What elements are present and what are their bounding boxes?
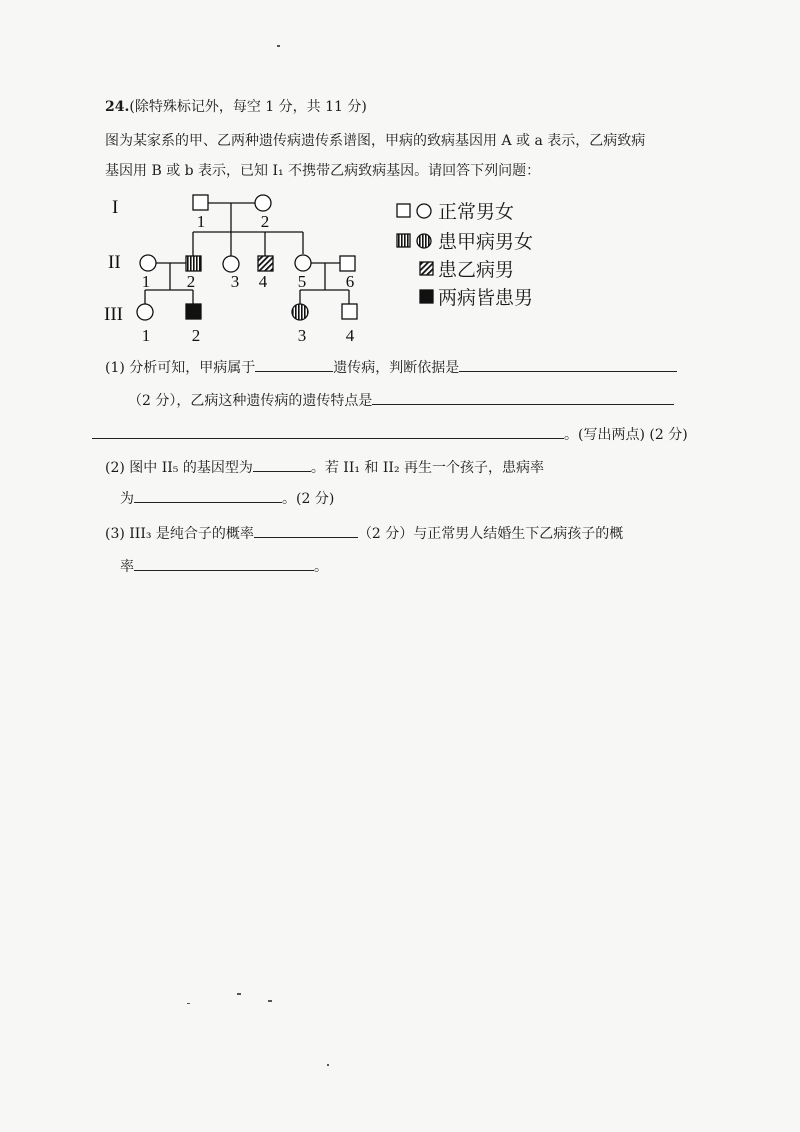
q3-text: (3) III₃ 是纯合子的概率 [105,526,254,542]
q2-blank-2[interactable] [134,488,282,503]
q3-text: （2 分）与正常男人结婚生下乙病孩子的概 [357,526,624,542]
normal-male-female-symbol-icon [395,202,435,220]
individual-number: 1 [141,272,151,291]
question-1-line-3 [92,424,688,445]
q3-text: 率 [120,559,134,575]
q1-text: 遗传病，判断依据是 [333,360,460,376]
legend-label: 两病皆患男 [438,287,534,309]
individual-number: 1 [141,326,151,345]
q2-text: (2) 图中 II₅ 的基因型为 [105,460,253,476]
disease-a-symbol-icon [395,232,435,250]
question-1-line-2 [128,390,674,411]
q2-text: 。若 II₁ 和 II₂ 再生一个孩子，患病率 [310,460,545,476]
scan-speck [268,1000,272,1002]
pedigree-chart [100,180,380,350]
intro-line-1: 图为某家系的甲、乙两种遗传病遗传系谱图，甲病的致病基因用 A 或 a 表示，乙病致病 [105,133,646,149]
q2-text: 。(2 分) [282,491,335,507]
question-number: 24. [105,99,130,115]
question-1-line-1 [105,357,677,378]
question-2-line-2 [120,488,334,509]
II5-normal-female [295,255,311,271]
scan-speck [327,1064,329,1066]
individual-number: 4 [345,326,355,345]
III4-normal-male [342,304,357,319]
I1-normal-male [193,195,208,210]
q2-blank-1[interactable] [253,457,311,472]
q1-text: 。(写出两点) (2 分) [564,427,688,443]
question-3-line-2 [120,556,328,577]
generation-label: I [112,197,119,218]
question-header [105,97,367,117]
q3-blank-2[interactable] [134,556,314,571]
legend-disease-b [418,255,514,282]
III3-female-disease-a [292,304,308,320]
legend-both [418,283,533,310]
q1-text: （2 分），乙病这种遗传病的遗传特点是 [128,393,373,409]
q1-blank-1[interactable] [255,357,333,372]
q1-text: (1) 分析可知，甲病属于 [105,360,256,376]
II2-male-disease-a [186,256,201,271]
q3-blank-1[interactable] [254,523,358,538]
legend-label: 患乙病男 [438,259,515,281]
generation-label: III [104,304,123,325]
scan-speck [237,993,241,995]
II4-male-disease-b [258,256,273,271]
legend-label: 患甲病男女 [438,231,534,253]
II3-normal-female [223,256,239,272]
disease-b-symbol-icon [418,260,435,278]
II1-normal-female [140,255,156,271]
III2-male-both-diseases [186,304,201,319]
q3-text: 。 [314,559,328,575]
II6-normal-male [340,256,355,271]
question-3-line-1 [105,523,623,544]
individual-number: 4 [258,272,268,291]
intro-line-2: 基因用 B 或 b 表示，已知 I₁ 不携带乙病致病基因。请回答下列问题： [105,163,541,179]
both-diseases-symbol-icon [418,288,435,306]
individual-number: 3 [230,272,240,291]
q1-blank-2[interactable] [459,357,677,372]
individual-number: 5 [297,272,307,291]
question-2-line-1 [105,457,544,478]
generation-label: II [108,252,121,273]
scan-speck [277,45,280,47]
legend-normal [395,197,514,224]
question-score-note: (除特殊标记外，每空 1 分，共 11 分) [129,99,367,115]
q2-text: 为 [120,491,134,507]
q1-blank-3[interactable] [372,390,674,405]
I2-normal-female [255,195,271,211]
individual-number: 1 [196,212,206,231]
individual-number: 6 [345,272,355,291]
legend-label: 正常男女 [438,201,515,223]
individual-number: 2 [260,212,270,231]
individual-number: 2 [191,326,201,345]
individual-number: 2 [186,272,196,291]
legend-disease-a [395,227,533,254]
scan-speck [187,1003,190,1004]
individual-number: 3 [297,326,307,345]
III1-normal-female [137,304,153,320]
q1-blank-4[interactable] [92,424,564,439]
